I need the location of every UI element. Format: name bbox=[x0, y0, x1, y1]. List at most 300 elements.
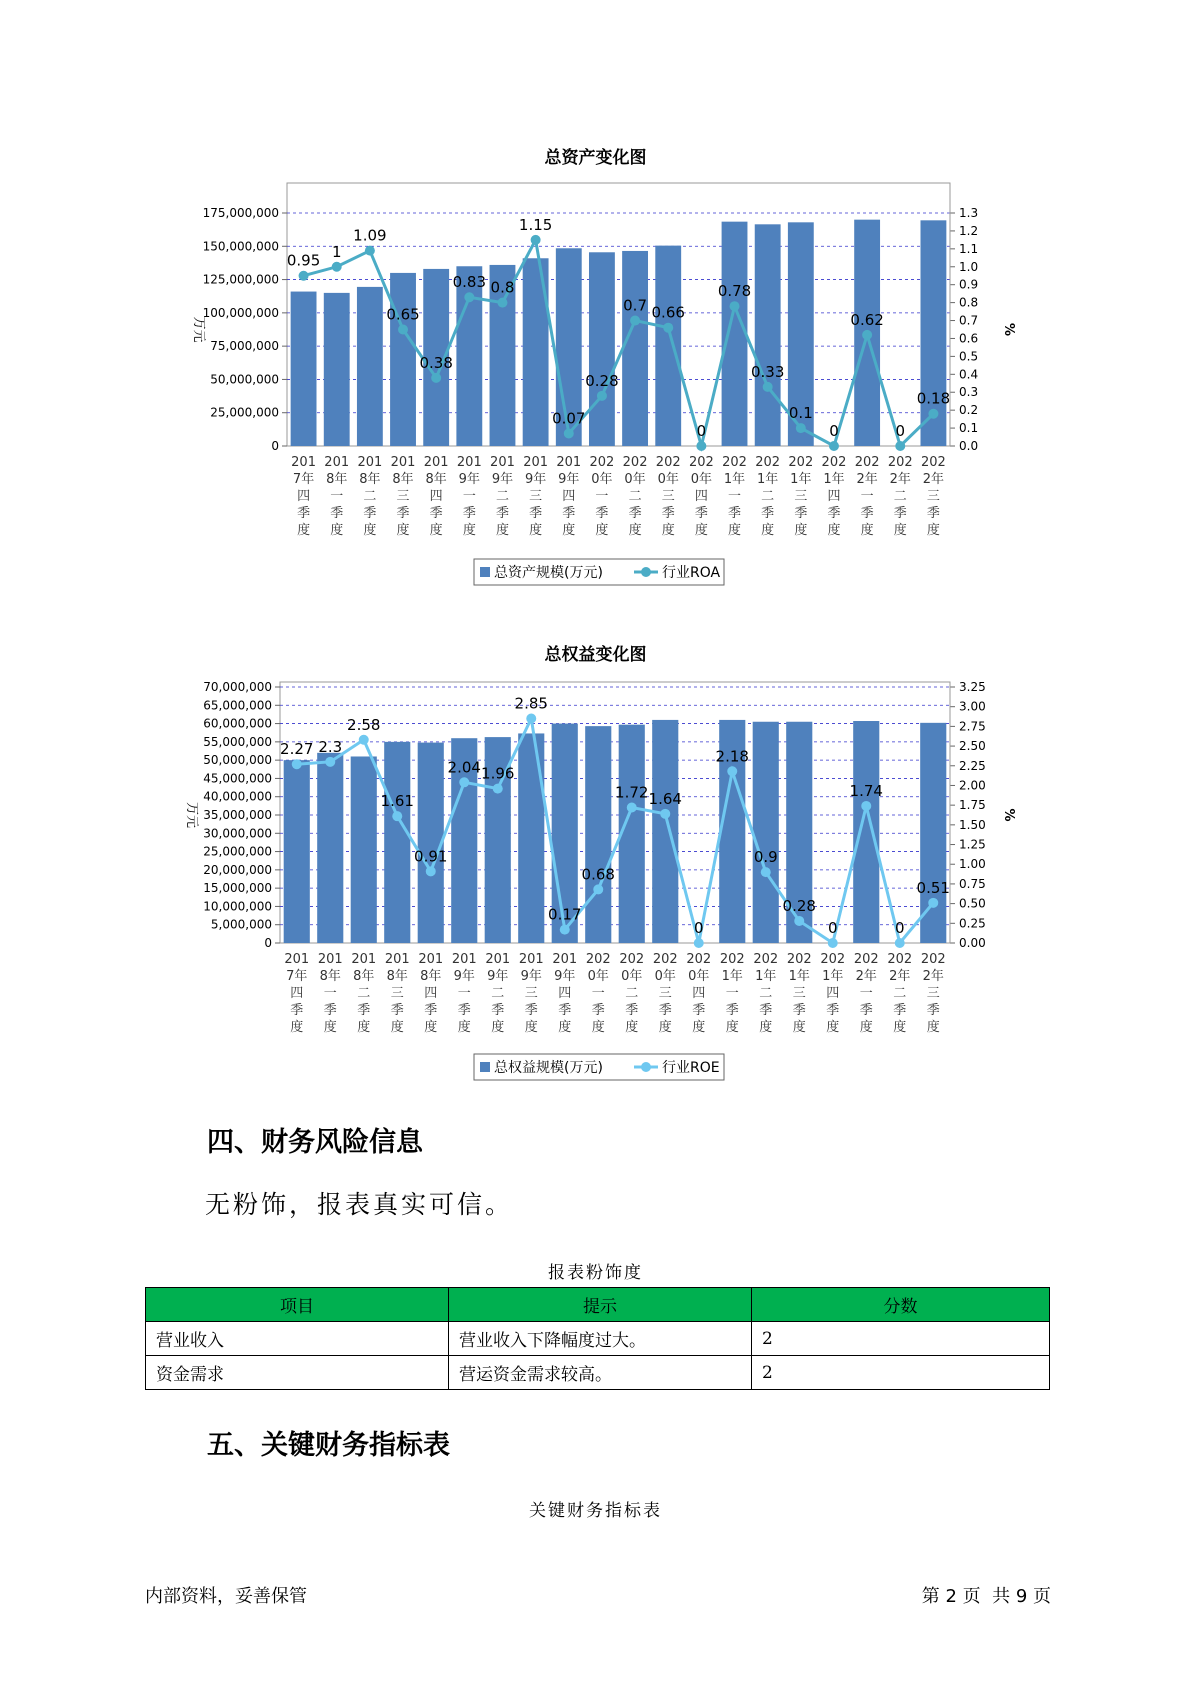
line-point bbox=[497, 298, 507, 308]
line-point bbox=[794, 916, 804, 926]
x-tick-label: 202 bbox=[652, 952, 678, 967]
y2-tick-label: 0.7 bbox=[959, 313, 979, 328]
bar bbox=[753, 722, 779, 943]
line-point bbox=[431, 373, 441, 383]
line-point bbox=[829, 441, 839, 451]
y2-tick-label: 0.2 bbox=[959, 403, 979, 418]
data-label: 0 bbox=[895, 422, 906, 440]
x-tick-label: 三 bbox=[794, 489, 808, 504]
x-tick-label: 度 bbox=[290, 1020, 304, 1035]
x-tick-label: 二 bbox=[893, 489, 907, 504]
data-label: 0.07 bbox=[552, 409, 586, 428]
x-tick-label: 202 bbox=[788, 455, 814, 470]
x-tick-label: 202 bbox=[820, 952, 846, 967]
x-tick-label: 四 bbox=[692, 986, 706, 1001]
data-label: 1 bbox=[331, 242, 342, 261]
y2-tick-label: 1.00 bbox=[959, 857, 986, 872]
line-point bbox=[526, 714, 536, 724]
x-tick-label: 季 bbox=[491, 1003, 505, 1018]
x-tick-label: 季 bbox=[363, 506, 377, 521]
x-tick-label: 季 bbox=[827, 506, 841, 521]
line-point bbox=[398, 325, 408, 335]
x-tick-label: 季 bbox=[529, 506, 543, 521]
y2-tick-label: 0.50 bbox=[959, 896, 986, 911]
x-tick-label: 季 bbox=[728, 506, 742, 521]
line-point bbox=[660, 809, 670, 819]
y-tick-label: 25,000,000 bbox=[210, 405, 279, 420]
data-label: 0 bbox=[693, 919, 704, 937]
y2-tick-label: 0.9 bbox=[959, 277, 979, 292]
line-point bbox=[426, 866, 436, 876]
x-tick-label: 季 bbox=[658, 1003, 672, 1018]
y-tick-label: 45,000,000 bbox=[203, 771, 272, 786]
x-tick-label: 1年 bbox=[790, 472, 812, 487]
x-tick-label: 度 bbox=[390, 1020, 404, 1035]
x-tick-label: 度 bbox=[323, 1020, 337, 1035]
table-cell: 2 bbox=[752, 1322, 1050, 1356]
x-tick-label: 季 bbox=[330, 506, 344, 521]
risk-table-header: 项目 bbox=[146, 1288, 449, 1322]
x-tick-label: 二 bbox=[761, 489, 775, 504]
x-tick-label: 度 bbox=[495, 523, 509, 538]
x-tick-label: 度 bbox=[628, 523, 642, 538]
bar bbox=[652, 720, 678, 943]
x-tick-label: 度 bbox=[457, 1020, 471, 1035]
line-point bbox=[761, 867, 771, 877]
x-tick-label: 度 bbox=[859, 1020, 873, 1035]
footer-page-number: 第 2 页 共 9 页 bbox=[921, 1586, 1051, 1607]
legend-bar-swatch bbox=[480, 1062, 490, 1072]
x-tick-label: 季 bbox=[625, 1003, 639, 1018]
data-label: 0.95 bbox=[286, 251, 321, 270]
x-tick-label: 二 bbox=[893, 986, 907, 1001]
x-tick-label: 1年 bbox=[822, 969, 844, 984]
line-point bbox=[593, 884, 603, 894]
data-label: 2.85 bbox=[514, 694, 548, 713]
y2-tick-label: 3.00 bbox=[959, 699, 986, 714]
x-tick-label: 季 bbox=[591, 1003, 605, 1018]
bar bbox=[324, 293, 350, 446]
x-tick-label: 季 bbox=[859, 1003, 873, 1018]
bar bbox=[853, 721, 879, 943]
x-tick-label: 季 bbox=[792, 1003, 806, 1018]
x-tick-label: 201 bbox=[418, 952, 444, 967]
line-point bbox=[359, 735, 369, 745]
bar bbox=[585, 726, 611, 943]
data-label: 1.15 bbox=[518, 215, 553, 234]
x-tick-label: 三 bbox=[792, 986, 806, 1001]
x-tick-label: 度 bbox=[595, 523, 609, 538]
data-label: 2.3 bbox=[318, 737, 343, 756]
legend-bar-label: 总权益规模(万元) bbox=[494, 1060, 603, 1076]
x-tick-label: 度 bbox=[297, 523, 311, 538]
y-tick-label: 55,000,000 bbox=[203, 734, 272, 749]
bar bbox=[357, 287, 383, 446]
x-tick-label: 三 bbox=[658, 986, 672, 1001]
line-point bbox=[325, 757, 335, 767]
data-label: 1.64 bbox=[648, 789, 682, 808]
bar bbox=[317, 753, 343, 943]
x-tick-label: 四 bbox=[694, 489, 708, 504]
data-label: 0.17 bbox=[548, 905, 582, 924]
x-tick-label: 度 bbox=[827, 523, 841, 538]
line-point bbox=[627, 803, 637, 813]
x-tick-label: 201 bbox=[317, 952, 343, 967]
x-tick-label: 202 bbox=[887, 455, 913, 470]
line-point bbox=[861, 801, 871, 811]
x-tick-label: 202 bbox=[585, 952, 611, 967]
x-tick-label: 202 bbox=[753, 952, 779, 967]
x-tick-label: 度 bbox=[926, 523, 940, 538]
line-point bbox=[597, 391, 607, 401]
x-tick-label: 201 bbox=[523, 455, 549, 470]
x-tick-label: 201 bbox=[324, 455, 350, 470]
x-tick-label: 度 bbox=[330, 523, 344, 538]
data-label: 2.58 bbox=[347, 715, 381, 734]
x-tick-label: 2年 bbox=[922, 472, 945, 487]
legend-line-label: 行业ROE bbox=[662, 1060, 720, 1076]
y-tick-label: 75,000,000 bbox=[210, 339, 279, 354]
y-tick-label: 70,000,000 bbox=[203, 680, 272, 694]
x-tick-label: 度 bbox=[926, 1020, 940, 1035]
x-tick-label: 度 bbox=[692, 1020, 706, 1035]
y-tick-label: 50,000,000 bbox=[210, 372, 279, 387]
x-tick-label: 季 bbox=[759, 1003, 773, 1018]
legend-line-marker bbox=[641, 1062, 651, 1072]
x-tick-label: 202 bbox=[853, 952, 879, 967]
x-tick-label: 202 bbox=[719, 952, 745, 967]
x-tick-label: 三 bbox=[390, 986, 404, 1001]
y-tick-label: 25,000,000 bbox=[203, 844, 272, 859]
x-tick-label: 1年 bbox=[755, 969, 777, 984]
x-tick-label: 一 bbox=[725, 986, 739, 1001]
line-point bbox=[828, 938, 838, 948]
x-tick-label: 四 bbox=[424, 986, 438, 1001]
x-tick-label: 度 bbox=[658, 1020, 672, 1035]
risk-table-header-row bbox=[146, 1288, 1050, 1322]
data-label: 1.72 bbox=[615, 783, 649, 802]
x-tick-label: 季 bbox=[761, 506, 775, 521]
table-cell: 营运资金需求较高。 bbox=[449, 1356, 752, 1390]
x-tick-label: 四 bbox=[429, 489, 443, 504]
x-tick-label: 度 bbox=[357, 1020, 371, 1035]
x-tick-label: 二 bbox=[628, 489, 642, 504]
legend-line-marker bbox=[641, 567, 651, 577]
data-label: 0 bbox=[696, 422, 707, 440]
data-label: 0.91 bbox=[414, 847, 448, 866]
y2-tick-label: 2.75 bbox=[959, 719, 986, 734]
x-tick-label: 度 bbox=[725, 1020, 739, 1035]
x-tick-label: 201 bbox=[390, 455, 416, 470]
x-tick-label: 三 bbox=[926, 489, 940, 504]
y2-tick-label: 1.75 bbox=[959, 798, 986, 813]
x-tick-label: 201 bbox=[423, 455, 449, 470]
x-tick-label: 四 bbox=[826, 986, 840, 1001]
x-tick-label: 季 bbox=[390, 1003, 404, 1018]
bar bbox=[755, 224, 781, 446]
x-tick-label: 度 bbox=[529, 523, 543, 538]
x-tick-label: 三 bbox=[396, 489, 410, 504]
x-tick-label: 季 bbox=[524, 1003, 538, 1018]
x-tick-label: 202 bbox=[688, 455, 714, 470]
x-tick-label: 四 bbox=[297, 489, 311, 504]
x-tick-label: 度 bbox=[794, 523, 808, 538]
x-tick-label: 二 bbox=[357, 986, 371, 1001]
y-tick-label: 100,000,000 bbox=[202, 305, 279, 320]
x-tick-label: 8年 bbox=[353, 969, 375, 984]
y-tick-label: 60,000,000 bbox=[203, 716, 272, 731]
bar bbox=[291, 292, 317, 446]
x-tick-label: 度 bbox=[491, 1020, 505, 1035]
x-tick-label: 季 bbox=[495, 506, 509, 521]
line-point bbox=[292, 759, 302, 769]
risk-table-header: 分数 bbox=[752, 1288, 1050, 1322]
x-tick-label: 季 bbox=[628, 506, 642, 521]
x-tick-label: 202 bbox=[920, 952, 946, 967]
x-tick-label: 9年 bbox=[491, 472, 514, 487]
data-label: 0.28 bbox=[585, 371, 619, 390]
data-label: 0.78 bbox=[717, 282, 752, 301]
data-label: 0.1 bbox=[788, 404, 813, 423]
line-point bbox=[332, 262, 342, 272]
y2-tick-label: 0.00 bbox=[959, 936, 986, 950]
x-tick-label: 8年 bbox=[326, 472, 348, 487]
x-tick-label: 202 bbox=[821, 455, 847, 470]
plot-frame bbox=[280, 682, 950, 943]
x-tick-label: 8年 bbox=[392, 472, 414, 487]
x-tick-label: 1年 bbox=[757, 472, 779, 487]
line-point bbox=[862, 330, 872, 340]
x-tick-label: 季 bbox=[396, 506, 410, 521]
data-label: 0.65 bbox=[386, 305, 420, 324]
data-label: 0 bbox=[827, 919, 838, 937]
y2-tick-label: 1.2 bbox=[959, 223, 979, 238]
y-tick-label: 30,000,000 bbox=[203, 826, 272, 841]
line-point bbox=[694, 938, 704, 948]
x-tick-label: 度 bbox=[429, 523, 443, 538]
x-tick-label: 8年 bbox=[425, 472, 447, 487]
risk-table-header: 提示 bbox=[449, 1288, 752, 1322]
x-tick-label: 季 bbox=[357, 1003, 371, 1018]
x-tick-label: 四 bbox=[558, 986, 572, 1001]
bar bbox=[589, 252, 615, 446]
x-tick-label: 一 bbox=[595, 489, 609, 504]
x-tick-label: 三 bbox=[926, 986, 940, 1001]
y2-tick-label: 0.25 bbox=[959, 916, 986, 931]
x-tick-label: 季 bbox=[661, 506, 675, 521]
y-tick-label: 0 bbox=[264, 936, 272, 950]
x-tick-label: 一 bbox=[859, 986, 873, 1001]
y-tick-label: 40,000,000 bbox=[203, 789, 272, 804]
data-label: 0.18 bbox=[916, 389, 951, 408]
y2-tick-label: 0.0 bbox=[959, 439, 979, 453]
x-tick-label: 季 bbox=[323, 1003, 337, 1018]
y2-tick-label: 1.1 bbox=[959, 241, 979, 256]
line-point bbox=[564, 428, 574, 438]
x-tick-label: 8年 bbox=[420, 969, 442, 984]
line-point bbox=[663, 323, 673, 333]
table-cell: 营业收入 bbox=[146, 1322, 449, 1356]
data-label: 0.7 bbox=[623, 296, 648, 315]
x-tick-label: 1年 bbox=[721, 969, 743, 984]
y-tick-label: 10,000,000 bbox=[203, 899, 272, 914]
y-tick-label: 35,000,000 bbox=[203, 808, 272, 822]
y2-tick-label: 1.25 bbox=[959, 837, 986, 852]
x-tick-label: 201 bbox=[291, 455, 316, 470]
data-label: 0 bbox=[894, 919, 905, 937]
x-tick-label: 9年 bbox=[453, 969, 475, 984]
x-tick-label: 三 bbox=[524, 986, 538, 1001]
x-tick-label: 度 bbox=[792, 1020, 806, 1035]
x-tick-label: 季 bbox=[694, 506, 708, 521]
line-point bbox=[895, 441, 905, 451]
line-point bbox=[895, 938, 905, 948]
x-tick-label: 201 bbox=[284, 952, 310, 967]
section4-heading: 四、财务风险信息 bbox=[207, 1127, 423, 1158]
x-tick-label: 季 bbox=[926, 1003, 940, 1018]
x-tick-label: 9年 bbox=[524, 472, 547, 487]
x-tick-label: 四 bbox=[827, 489, 841, 504]
x-tick-label: 9年 bbox=[520, 969, 542, 984]
x-tick-label: 202 bbox=[854, 455, 880, 470]
x-tick-label: 202 bbox=[655, 455, 681, 470]
table-cell: 2 bbox=[752, 1356, 1050, 1390]
y2-tick-label: 0.5 bbox=[959, 349, 979, 364]
x-tick-label: 三 bbox=[529, 489, 543, 504]
line-point bbox=[727, 766, 737, 776]
x-tick-label: 2年 bbox=[889, 969, 911, 984]
x-tick-label: 7年 bbox=[292, 472, 315, 487]
x-tick-label: 202 bbox=[887, 952, 913, 967]
x-tick-label: 度 bbox=[759, 1020, 773, 1035]
x-tick-label: 201 bbox=[518, 952, 544, 967]
y2-tick-label: 0.4 bbox=[959, 367, 979, 382]
x-tick-label: 0年 bbox=[654, 969, 676, 984]
x-tick-label: 0年 bbox=[587, 969, 609, 984]
x-tick-label: 2年 bbox=[856, 472, 878, 487]
data-label: 1.09 bbox=[353, 226, 387, 245]
table-cell: 营业收入下降幅度过大。 bbox=[449, 1322, 752, 1356]
line-point bbox=[531, 235, 541, 245]
risk-table bbox=[145, 1287, 1050, 1390]
x-tick-label: 202 bbox=[589, 455, 615, 470]
y-tick-label: 175,000,000 bbox=[202, 206, 279, 220]
data-label: 0.83 bbox=[452, 273, 487, 292]
table-cell: 资金需求 bbox=[146, 1356, 449, 1390]
y2-tick-label: 2.00 bbox=[959, 778, 986, 793]
x-tick-label: 度 bbox=[625, 1020, 639, 1035]
legend-bar-label: 总资产规模(万元) bbox=[494, 565, 603, 581]
footer-confidential: 内部资料，妥善保管 bbox=[145, 1586, 307, 1607]
x-tick-label: 202 bbox=[619, 952, 645, 967]
y2-tick-label: 1.3 bbox=[959, 206, 979, 220]
y-tick-label: 0 bbox=[271, 439, 279, 453]
x-tick-label: 季 bbox=[595, 506, 609, 521]
x-tick-label: 202 bbox=[921, 455, 946, 470]
x-tick-label: 201 bbox=[490, 455, 515, 470]
x-tick-label: 8年 bbox=[386, 969, 408, 984]
x-tick-label: 季 bbox=[562, 506, 576, 521]
y-tick-label: 50,000,000 bbox=[203, 753, 272, 768]
y2-tick-label: 0.8 bbox=[959, 295, 979, 310]
table-row bbox=[146, 1322, 1050, 1356]
x-tick-label: 季 bbox=[826, 1003, 840, 1018]
x-tick-label: 201 bbox=[357, 455, 383, 470]
line-point bbox=[928, 409, 938, 419]
key-indicator-table-caption: 关键财务指标表 bbox=[529, 1501, 662, 1521]
x-tick-label: 0年 bbox=[688, 969, 710, 984]
data-label: 0.9 bbox=[753, 848, 778, 867]
equity-chart bbox=[0, 672, 1191, 1092]
x-tick-label: 二 bbox=[495, 489, 509, 504]
x-tick-label: 1年 bbox=[788, 969, 810, 984]
x-tick-label: 度 bbox=[524, 1020, 538, 1035]
x-tick-label: 二 bbox=[363, 489, 377, 504]
x-tick-label: 一 bbox=[330, 489, 344, 504]
x-tick-label: 202 bbox=[755, 455, 781, 470]
y-tick-label: 65,000,000 bbox=[203, 698, 272, 713]
x-tick-label: 季 bbox=[297, 506, 311, 521]
data-label: 2.27 bbox=[280, 740, 314, 759]
x-tick-label: 一 bbox=[462, 489, 476, 504]
data-label: 0 bbox=[829, 422, 839, 440]
x-tick-label: 201 bbox=[351, 952, 377, 967]
x-tick-label: 201 bbox=[556, 455, 582, 470]
x-tick-label: 度 bbox=[396, 523, 410, 538]
bar bbox=[722, 222, 748, 446]
x-tick-label: 度 bbox=[694, 523, 708, 538]
table-row bbox=[146, 1356, 1050, 1390]
x-tick-label: 度 bbox=[761, 523, 775, 538]
x-tick-label: 度 bbox=[363, 523, 377, 538]
y-tick-label: 125,000,000 bbox=[202, 272, 279, 287]
data-label: 1.61 bbox=[380, 792, 414, 811]
x-tick-label: 度 bbox=[860, 523, 874, 538]
bar bbox=[284, 760, 310, 943]
x-tick-label: 季 bbox=[926, 506, 940, 521]
y-axis-label: 万元 bbox=[184, 801, 199, 829]
x-tick-label: 季 bbox=[692, 1003, 706, 1018]
line-point bbox=[696, 441, 706, 451]
x-tick-label: 7年 bbox=[286, 969, 308, 984]
x-tick-label: 2年 bbox=[855, 969, 877, 984]
x-tick-label: 季 bbox=[893, 1003, 907, 1018]
x-tick-label: 9年 bbox=[554, 969, 576, 984]
line-point bbox=[464, 292, 474, 302]
x-tick-label: 8年 bbox=[319, 969, 341, 984]
assets-chart bbox=[0, 175, 1191, 595]
bar bbox=[920, 723, 946, 943]
y2-tick-label: 0.3 bbox=[959, 385, 979, 400]
line-point bbox=[459, 777, 469, 787]
x-tick-label: 0年 bbox=[591, 472, 613, 487]
x-tick-label: 一 bbox=[860, 489, 874, 504]
x-tick-label: 202 bbox=[786, 952, 812, 967]
bar bbox=[622, 251, 648, 446]
y-tick-label: 20,000,000 bbox=[203, 862, 272, 877]
line-point bbox=[730, 301, 740, 311]
x-tick-label: 9年 bbox=[487, 969, 509, 984]
x-tick-label: 季 bbox=[424, 1003, 438, 1018]
x-tick-label: 201 bbox=[552, 952, 578, 967]
x-tick-label: 度 bbox=[424, 1020, 438, 1035]
x-tick-label: 季 bbox=[725, 1003, 739, 1018]
x-tick-label: 1年 bbox=[723, 472, 746, 487]
x-tick-label: 度 bbox=[728, 523, 742, 538]
line-point bbox=[796, 423, 806, 433]
y2-tick-label: 0.75 bbox=[959, 876, 986, 891]
data-label: 2.04 bbox=[447, 758, 481, 777]
